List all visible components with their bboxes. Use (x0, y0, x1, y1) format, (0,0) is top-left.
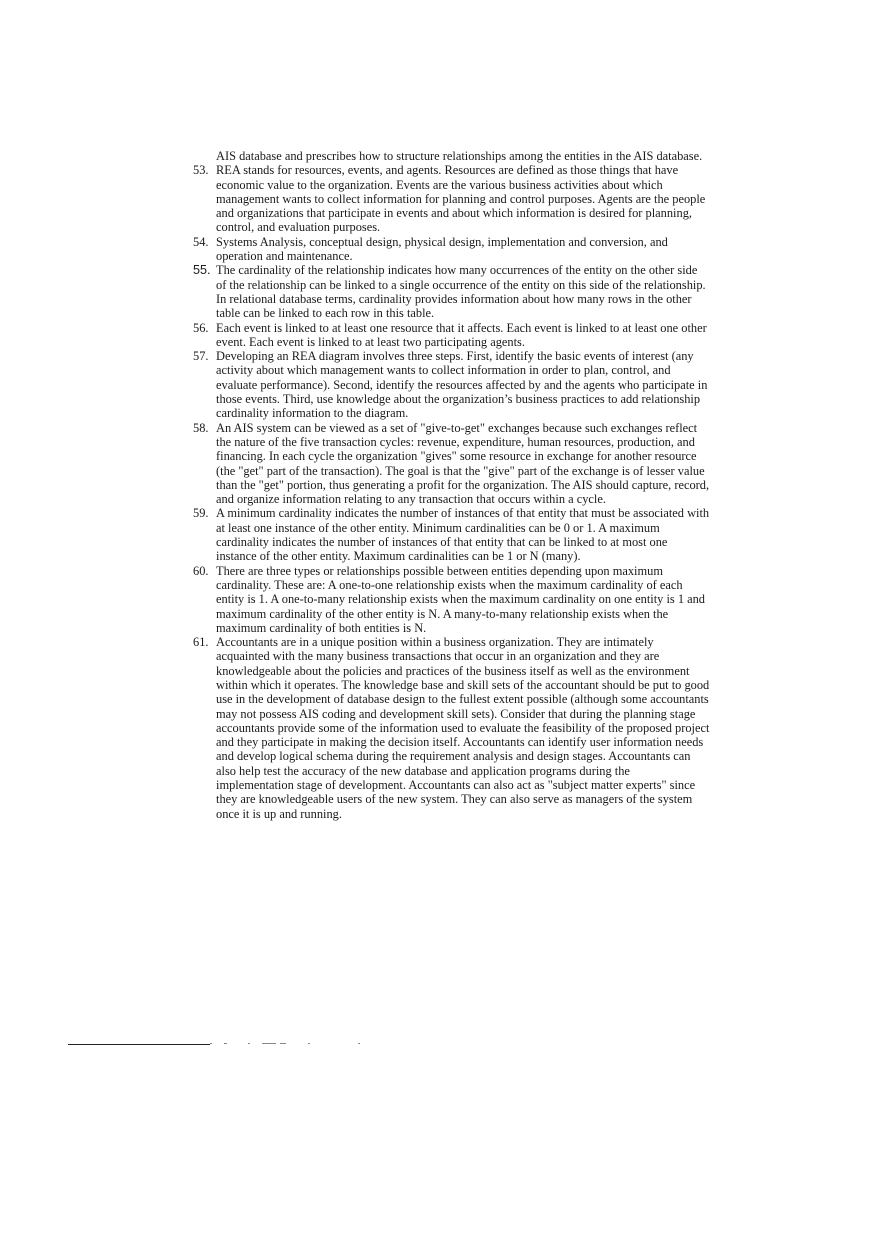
item-number: 56. (193, 320, 209, 335)
item-number: 58. (193, 420, 209, 435)
item-text: An AIS system can be viewed as a set of "give-to-get" exchanges because such exchanges reflect the nature of the five transaction cycles: revenue, expenditure, human resources, production, and financing. In each cycle the organization "gives" some resource in exchange for another resource (the "get" part of the transaction). The goal is that the "give" part of the exchange is of lesser value than the "get" portion, thus generating a profit for the organization. The AIS should capture, record, and organize information relating to any transaction that occurs within a cycle. (216, 420, 710, 507)
list-item (190, 263, 710, 320)
footnote-artifacts (210, 1042, 370, 1046)
continuation-paragraph: AIS database and prescribes how to structure relationships among the entities in the AIS database. (216, 149, 703, 163)
footnote-divider (68, 1044, 210, 1045)
item-text: The cardinality of the relationship indicates how many occurrences of the entity on the other side of the relationship can be linked to a single occurrence of the entity on this side of the relationship. In relational database terms, cardinality provides information about how many rows in the other table can be linked to each row in this table. (216, 263, 706, 321)
item-text: Accountants are in a unique position within a business organization. They are intimately acquainted with the many business transactions that occur in an organization and they are knowledgeable about the policies and practices of the business itself as well as the environment within which it operates. The knowledge base and skill sets of the accountant should be put to good use in the development of database design to the fullest extent possible (although some accountants may not possess AIS coding and development skill sets). Consider that during the planning stage accountants provide some of the information used to evaluate the feasibility of the proposed project and they participate in making the decision itself. Accountants can identify user information needs and develop logical schema during the requirement analysis and design stages. Accountants can also help test the accuracy of the new database and application programs during the implementation stage of development. Accountants can also act as "subject matter experts" since they are knowledgeable users of the new system. They can also serve as managers of the system once it is up and running. (216, 635, 710, 821)
item-text: Each event is linked to at least one resource that it affects. Each event is linked to at least one other event. Each event is linked to at least two participating agents. (216, 320, 707, 349)
item-number: 53. (193, 163, 209, 178)
item-number: 59. (193, 506, 209, 521)
item-number: 61. (193, 635, 209, 650)
list-item (190, 506, 710, 563)
item-number: 54. (193, 234, 209, 249)
item-text: A minimum cardinality indicates the number of instances of that entity that must be associated with at least one instance of the other entity. Minimum cardinalities can be 0 or 1. A maximum cardinality indicates the number of instances of that entity that can be linked to at most one instance of the other entity. Maximum cardinalities can be 1 or N (many). (216, 506, 710, 564)
list-item (190, 235, 710, 264)
item-text: There are three types or relationships possible between entities depending upon maximum cardinality. These are: A one-to-one relationship exists when the maximum cardinality of each entity is 1. A one-to-many relationship exists when the maximum cardinality on one entity is 1 and maximum cardinality of the other entity is N. A many-to-many relationship exists when the maximum cardinality of both entities is N. (216, 563, 705, 635)
item-number: 57. (193, 349, 209, 364)
list-item (190, 564, 710, 635)
list-item (190, 349, 710, 420)
list-item (190, 421, 710, 507)
item-number: 60. (193, 563, 209, 578)
item-number: 55. (193, 263, 211, 278)
item-text: Systems Analysis, conceptual design, physical design, implementation and conversion, and operation and maintenance. (216, 234, 668, 264)
list-item (190, 321, 710, 350)
answer-list-body (190, 149, 710, 821)
item-text: Developing an REA diagram involves three steps. First, identify the basic events of interest (any activity about which management wants to collect information in order to plan, control, and evaluate performance). Second, identify the resources affected by and the agents who participate in those events. Third, use knowledge about the organization’s business practices to add relationship cardinality information to the diagram. (216, 349, 708, 421)
list-item (190, 635, 710, 821)
item-text: REA stands for resources, events, and agents. Resources are defined as those things that have economic value to the organization. Events are the various business activities about which management wants to collect information for planning and control purposes. Agents are the people and organizations that participate in events and about which information is desired for planning, control, and evaluation purposes. (216, 163, 706, 235)
list-item (190, 163, 710, 234)
answer-list (190, 163, 710, 821)
